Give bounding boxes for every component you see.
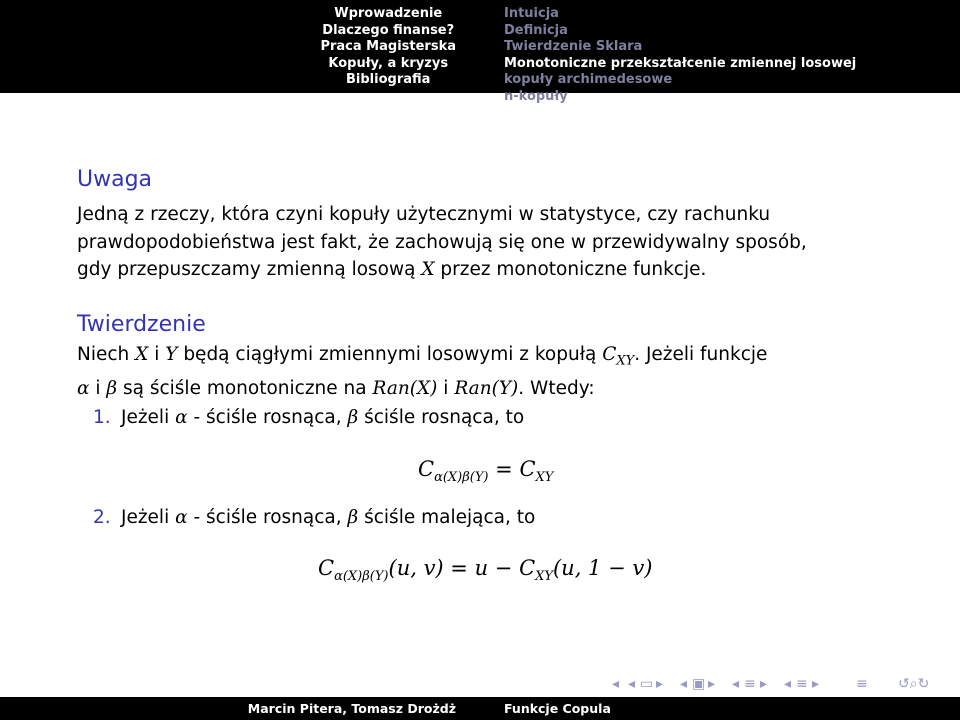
arguments: (u, 1 − v) bbox=[552, 556, 653, 580]
twierdzenie-line-2 bbox=[77, 375, 767, 403]
copula-subscript: XY bbox=[535, 569, 553, 585]
equals-sign: = bbox=[488, 457, 520, 481]
section-icon: ≡ bbox=[744, 676, 756, 692]
variable-y: Y bbox=[165, 344, 178, 365]
equals-sign: = bbox=[443, 556, 475, 580]
beta-symbol: β bbox=[347, 407, 359, 428]
ran-symbol: Ran bbox=[454, 378, 492, 400]
nav-section-bibliografia[interactable]: Bibliografia bbox=[346, 72, 431, 87]
text: i bbox=[89, 378, 107, 400]
alpha-symbol: α bbox=[175, 407, 188, 428]
copula-subscript: XY bbox=[535, 470, 554, 486]
nav-subsection-monotoniczne[interactable]: Monotoniczne przekształcenie zmiennej losowej bbox=[504, 55, 857, 71]
text: - ściśle rosnąca, bbox=[187, 507, 348, 528]
section-navigation bbox=[0, 0, 480, 93]
copula-symbol: C bbox=[519, 457, 536, 481]
minus-sign: − bbox=[488, 556, 520, 580]
list-number: 2. bbox=[93, 507, 111, 528]
copula-symbol: C bbox=[519, 556, 536, 580]
text: . Jeżeli funkcje bbox=[634, 344, 768, 365]
ran-symbol: Ran bbox=[372, 378, 410, 400]
uwaga-line-3-text-a: gdy przepuszczamy zmienną losową bbox=[77, 259, 422, 280]
twierdzenie-line-1 bbox=[77, 341, 767, 375]
beta-symbol: β bbox=[347, 507, 359, 528]
subsection-icon: ▣ bbox=[692, 676, 706, 692]
equation-2 bbox=[318, 556, 652, 584]
footer-authors bbox=[0, 697, 480, 720]
text: Jeżeli bbox=[121, 407, 176, 428]
subsection-navigation bbox=[480, 0, 960, 104]
section-forward-icon[interactable]: ▸ bbox=[760, 676, 768, 692]
copula-subscript: XY bbox=[616, 353, 635, 369]
nav-subsection-intuicja[interactable]: Intuicja bbox=[504, 6, 559, 21]
nav-section-dlaczego-finanse[interactable]: Dlaczego finanse? bbox=[322, 22, 455, 38]
text: będą ciągłymi zmiennymi losowymi z kopułą bbox=[177, 344, 603, 365]
slide-forward-icon[interactable]: ▸ bbox=[812, 676, 820, 692]
variable-u: u bbox=[474, 556, 489, 580]
alpha-symbol: α bbox=[77, 378, 90, 400]
uwaga-title: Uwaga bbox=[77, 167, 153, 192]
twierdzenie-title: Twierdzenie bbox=[77, 312, 206, 337]
list-item-1 bbox=[93, 407, 524, 428]
ran-y: (Y) bbox=[491, 378, 519, 400]
copula-subscript: α(X)β(Y) bbox=[334, 569, 389, 585]
ran-x: (X) bbox=[409, 378, 438, 400]
footline-bar bbox=[0, 697, 960, 720]
equation-1 bbox=[418, 457, 553, 485]
list-number: 1. bbox=[93, 407, 111, 428]
variable-x: X bbox=[421, 259, 435, 280]
authors-text: Marcin Pitera, Tomasz Drożdż bbox=[247, 701, 456, 716]
nav-section-kopuly-kryzys[interactable]: Kopuły, a kryzys bbox=[328, 55, 449, 71]
twierdzenie-body bbox=[77, 341, 767, 403]
uwaga-line-1: Jedną z rzeczy, która czyni kopuły użytecznymi w statystyce, czy rachunku bbox=[77, 204, 771, 225]
copula-symbol: C bbox=[418, 457, 435, 481]
nav-subsection-twierdzenie-sklara[interactable]: Twierdzenie Sklara bbox=[504, 39, 643, 54]
text: . Wtedy: bbox=[518, 378, 595, 400]
copula-symbol: C bbox=[602, 344, 617, 365]
left-arrow-icon[interactable]: ◂ bbox=[612, 676, 620, 692]
subsection-back-icon[interactable]: ◂ bbox=[680, 676, 688, 692]
subsection-forward-icon[interactable]: ▸ bbox=[708, 676, 716, 692]
nav-subsection-n-kopuly[interactable]: n-kopuły bbox=[504, 88, 568, 104]
uwaga-body bbox=[77, 201, 807, 284]
frame-back-icon[interactable]: ◂ bbox=[628, 676, 636, 692]
text: i bbox=[148, 344, 166, 365]
text: Niech bbox=[77, 344, 136, 365]
search-icon[interactable]: ↺⌕↻ bbox=[898, 676, 930, 692]
arguments: (u, v) bbox=[388, 556, 444, 580]
text: ściśle malejąca, to bbox=[358, 507, 536, 528]
frame-forward-icon[interactable]: ▸ bbox=[656, 676, 664, 692]
align-icon[interactable]: ≡ bbox=[856, 676, 868, 692]
uwaga-line-3 bbox=[77, 256, 807, 284]
slide-back-icon[interactable]: ◂ bbox=[784, 676, 792, 692]
text: i bbox=[437, 378, 455, 400]
slide-icon: ≡ bbox=[796, 676, 808, 692]
copula-subscript: α(X)β(Y) bbox=[434, 470, 489, 486]
list-item-2 bbox=[93, 507, 535, 528]
text: - ściśle rosnąca, bbox=[187, 407, 348, 428]
section-back-icon[interactable]: ◂ bbox=[732, 676, 740, 692]
copula-symbol: C bbox=[318, 556, 335, 580]
nav-subsection-definicja[interactable]: Definicja bbox=[504, 22, 568, 38]
nav-subsection-kopuly-archimedesowe[interactable]: kopuły archimedesowe bbox=[504, 72, 673, 87]
presentation-title: Funkcje Copula bbox=[504, 701, 611, 716]
variable-x: X bbox=[135, 344, 149, 365]
uwaga-line-2: prawdopodobieństwa jest fakt, że zachowują się one w przewidywalny sposób, bbox=[77, 231, 807, 253]
text: Jeżeli bbox=[121, 507, 176, 528]
text: są ściśle monotoniczne na bbox=[117, 378, 373, 400]
uwaga-line-3-text-b: przez monotoniczne funkcje. bbox=[434, 259, 707, 280]
nav-section-wprowadzenie[interactable]: Wprowadzenie bbox=[334, 6, 443, 21]
frame-icon: ▭ bbox=[640, 676, 654, 692]
nav-section-praca-magisterska[interactable]: Praca Magisterska bbox=[320, 39, 456, 54]
headline-bar bbox=[0, 0, 960, 104]
alpha-symbol: α bbox=[175, 507, 188, 528]
navigation-symbols bbox=[612, 674, 952, 694]
footer-title bbox=[480, 697, 960, 720]
text: ściśle rosnąca, to bbox=[358, 407, 525, 428]
beta-symbol: β bbox=[106, 378, 118, 400]
